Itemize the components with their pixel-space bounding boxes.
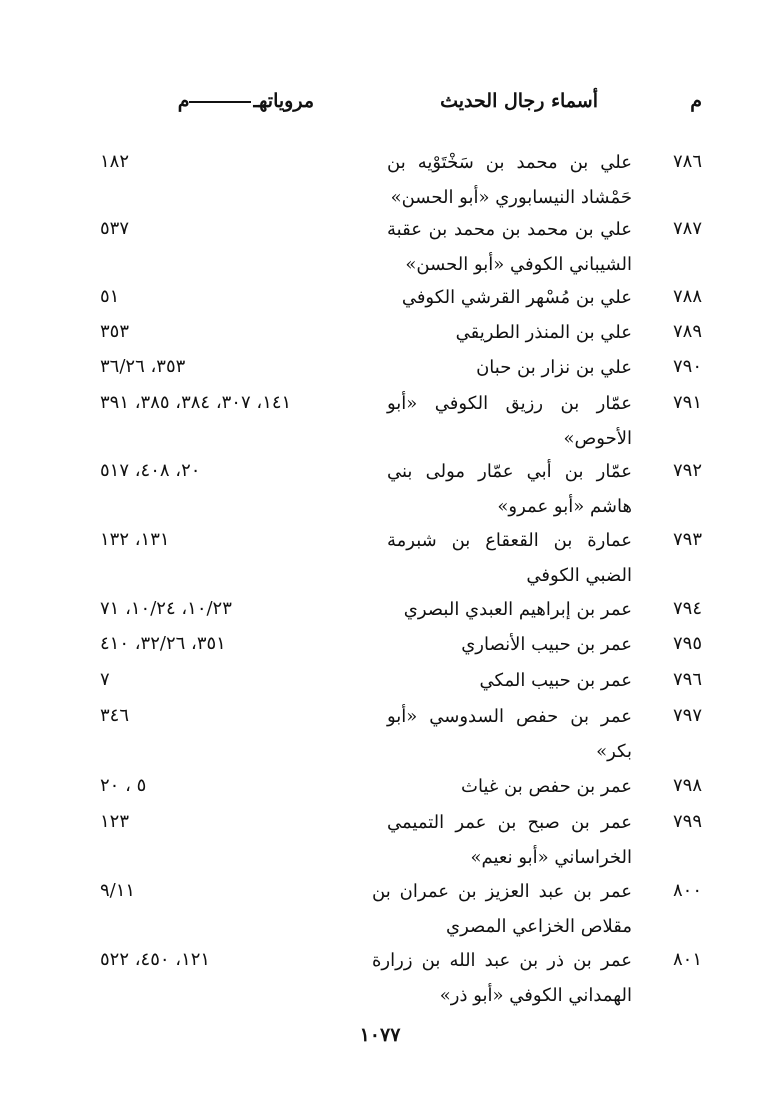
page-number: ١٠٧٧ xyxy=(359,1024,401,1046)
narrator-name: عمر بن صبح بن عمر التميمي الخراساني «أبو نعيم» xyxy=(387,812,632,868)
narration-refs-text: ١٨٢ xyxy=(100,151,130,172)
column-header-references-end: م xyxy=(177,90,190,112)
narration-refs xyxy=(100,592,372,626)
narration-refs-text: ١٢١، ٤٥٠، ٥٢٢ xyxy=(100,949,211,970)
narration-refs-text: ٥١ xyxy=(100,286,120,307)
column-header-references xyxy=(177,90,314,112)
narration-refs-text: ٣٥٣، ٣٦/٢٦ xyxy=(100,356,186,377)
entry-number: ٧٩٠ xyxy=(672,356,702,377)
narrator-name: عمارة بن القعقاع بن شبرمة الضبي الكوفي xyxy=(387,530,632,586)
narrator-name: عمر بن حفص السدوسي «أبو بكر» xyxy=(387,706,632,762)
narration-refs xyxy=(100,315,372,349)
entry-number: ٧٩١ xyxy=(672,392,702,413)
narration-refs xyxy=(100,212,372,246)
narrator-name: عمّار بن رزيق الكوفي «أبو الأحوص» xyxy=(387,393,632,449)
narration-refs-text: ٢٠، ٤٠٨، ٥١٧ xyxy=(100,460,201,481)
entry-number: ٧٩٧ xyxy=(672,705,702,726)
narrator-name: عمر بن ذر بن عبد الله بن زرارة الهمداني الكوفي «أبو ذر» xyxy=(372,950,632,1006)
narrator-name: عمر بن حفص بن غياث xyxy=(461,776,632,797)
narration-refs xyxy=(100,523,372,557)
narrator-name: علي بن محمد بن محمد بن عقبة الشيباني الكوفي «أبو الحسن» xyxy=(387,219,632,275)
entry-number: ٧٩٢ xyxy=(672,460,702,481)
narrator-name: عمر بن عبد العزيز بن عمران بن مقلاص الخزاعي المصري xyxy=(372,881,632,937)
narration-refs-text: ٩/١١ xyxy=(100,880,136,901)
narration-refs xyxy=(100,454,372,488)
entry-number: ٧٩٣ xyxy=(672,529,702,550)
narrator-name: علي بن محمد بن سَخْتَوْيه بن حَمْشاد النيسابوري «أبو الحسن» xyxy=(387,152,632,208)
narration-refs xyxy=(100,386,372,420)
narrator-name: عمّار بن أبي عمّار مولى بني هاشم «أبو عمرو» xyxy=(387,461,632,517)
narration-refs-text: ٥٣٧ xyxy=(100,218,130,239)
entry-number: ٧٩٨ xyxy=(672,775,702,796)
entry-number: ٧٨٧ xyxy=(672,218,702,239)
narration-refs-text: ١٤١، ٣٠٧، ٣٨٤، ٣٨٥، ٣٩١ xyxy=(100,392,292,413)
narrator-name: عمر بن حبيب المكي xyxy=(479,670,632,691)
narration-refs xyxy=(100,280,372,314)
narrator-name: عمر بن حبيب الأنصاري xyxy=(461,634,632,655)
column-header-references-label: مروياتهـ xyxy=(253,90,314,112)
narration-refs xyxy=(100,943,372,977)
narrator-name: علي بن نزار بن حبان xyxy=(476,357,632,378)
narration-refs-text: ١٣١، ١٣٢ xyxy=(100,529,170,550)
narration-refs-text: ٣٥٣ xyxy=(100,321,130,342)
narration-refs xyxy=(100,627,372,661)
narration-refs xyxy=(100,769,372,803)
entry-number: ٨٠١ xyxy=(672,949,702,970)
narration-refs xyxy=(100,805,372,839)
narration-refs xyxy=(100,699,372,733)
narration-refs xyxy=(100,874,372,908)
column-header-number: م xyxy=(690,90,702,112)
entry-number: ٧٨٦ xyxy=(672,151,702,172)
narrator-name: علي بن المنذر الطريقي xyxy=(455,322,632,343)
narration-refs xyxy=(100,663,372,697)
narration-refs-text: ٣٥١، ٣٢/٢٦، ٤١٠ xyxy=(100,633,226,654)
entry-number: ٧٩٦ xyxy=(672,669,702,690)
narration-refs xyxy=(100,145,372,179)
header-kashida-line xyxy=(189,101,251,103)
entry-number: ٧٩٥ xyxy=(672,633,702,654)
narration-refs-text: ٧ xyxy=(100,669,110,690)
entry-number: ٧٨٩ xyxy=(672,321,702,342)
narration-refs-text: ٣٤٦ xyxy=(100,705,130,726)
column-header-names: أسماء رجال الحديث xyxy=(440,90,598,112)
entry-number: ٧٨٨ xyxy=(672,286,702,307)
narration-refs-text: ١٠/٢٣، ١٠/٢٤، ٧١ xyxy=(100,598,232,619)
entry-number: ٨٠٠ xyxy=(672,880,702,901)
narrator-name: علي بن مُسْهر القرشي الكوفي xyxy=(401,287,632,308)
entry-number: ٧٩٤ xyxy=(672,598,702,619)
narration-refs-text: ٥ ، ٢٠ xyxy=(100,775,147,796)
entry-number: ٧٩٩ xyxy=(672,811,702,832)
narration-refs xyxy=(100,350,372,384)
narrator-name: عمر بن إبراهيم العبدي البصري xyxy=(403,599,632,620)
narration-refs-text: ١٢٣ xyxy=(100,811,130,832)
